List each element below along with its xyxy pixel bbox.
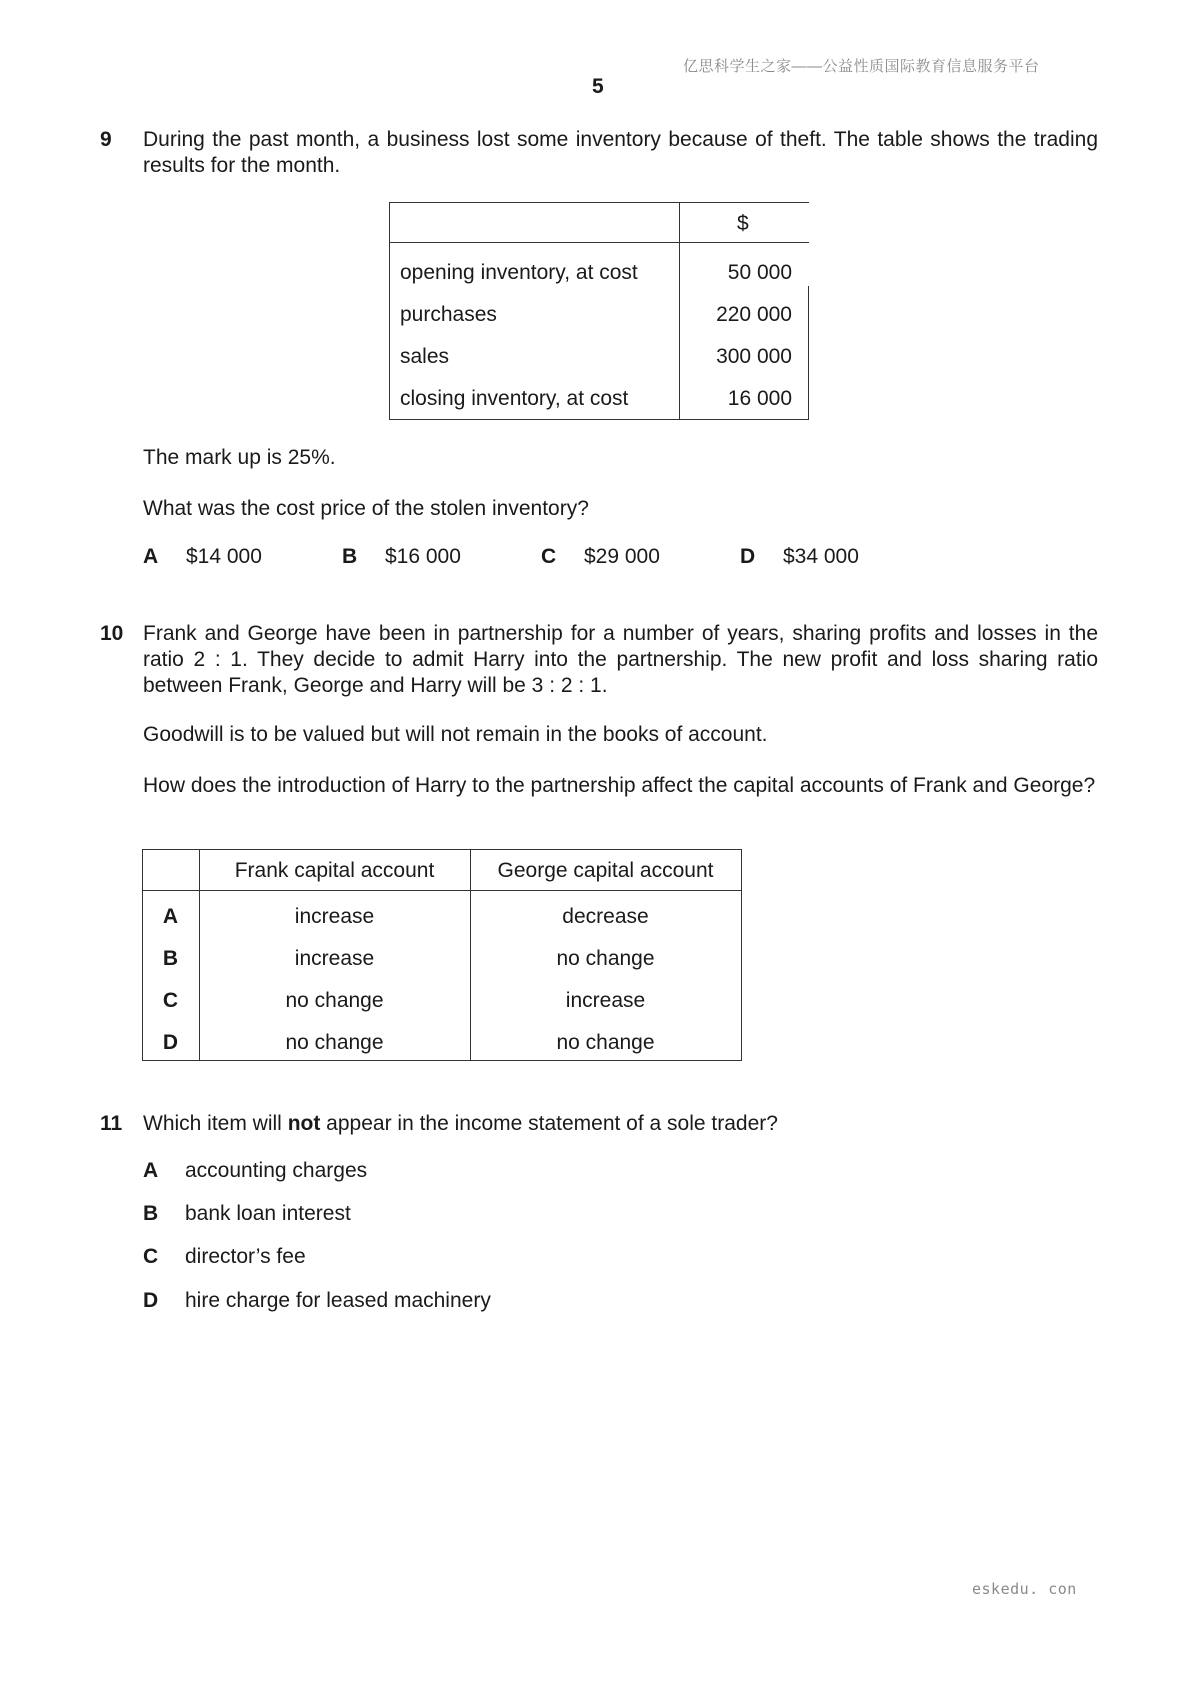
question-11-text-bold: not <box>287 1112 321 1135</box>
table-row-label: sales <box>400 345 450 368</box>
table-cell-frank: increase <box>294 905 375 928</box>
option-letter: B <box>342 545 358 568</box>
table-row-value: 300 000 <box>716 345 792 368</box>
table-row-label: closing inventory, at cost <box>400 387 629 410</box>
question-11-text-after: appear in the income statement of a sole trader? <box>320 1112 778 1135</box>
trading-results-table <box>389 202 809 420</box>
table-cell-frank: no change <box>285 1031 384 1054</box>
question-11-text <box>143 1112 778 1136</box>
table-cell-george: no change <box>556 1031 655 1054</box>
option-letter: C <box>143 1245 159 1268</box>
option-text: hire charge for leased machinery <box>185 1289 491 1312</box>
question-10-prompt: How does the introduction of Harry to the partnership affect the capital accounts of Frank and George? <box>143 774 1096 797</box>
option-b <box>143 1202 351 1226</box>
question-11-text-before: Which item will <box>143 1112 288 1135</box>
option-letter: A <box>143 1159 159 1182</box>
option-letter: D <box>143 1289 159 1312</box>
table-row-value: 220 000 <box>716 303 792 326</box>
table-cell-george: decrease <box>562 905 649 928</box>
option-text: $34 000 <box>783 545 859 568</box>
option-text: director’s fee <box>185 1245 306 1268</box>
footer-site: eskedu. con <box>972 1580 1077 1598</box>
table-cell-frank: increase <box>294 947 375 970</box>
table-cell-george: no change <box>556 947 655 970</box>
option-text: accounting charges <box>185 1159 368 1182</box>
table-row-letter: D <box>162 1031 179 1054</box>
table-header-frank: Frank capital account <box>234 859 435 882</box>
option-c <box>541 545 660 569</box>
question-9-text: During the past month, a business lost some inventory because of theft. The table shows the trading results for the month. <box>143 128 1098 177</box>
option-c <box>143 1245 306 1269</box>
table-row-letter: C <box>162 989 179 1012</box>
option-d <box>740 545 859 569</box>
option-letter: B <box>143 1202 159 1225</box>
question-11-number: 11 <box>100 1112 123 1135</box>
question-9-number: 9 <box>100 128 112 151</box>
table-row-letter: B <box>162 947 179 970</box>
table-row-label: purchases <box>400 303 497 326</box>
page-number: 5 <box>592 75 604 98</box>
goodwill-statement: Goodwill is to be valued but will not remain in the books of account. <box>143 723 768 746</box>
table-cell-george: increase <box>565 989 646 1012</box>
option-b <box>342 545 461 569</box>
option-text: bank loan interest <box>185 1202 351 1225</box>
table-column-header-dollar: $ <box>737 212 749 235</box>
option-letter: A <box>143 545 159 568</box>
option-d <box>143 1289 491 1313</box>
question-9-prompt: What was the cost price of the stolen inventory? <box>143 497 589 520</box>
option-a <box>143 545 262 569</box>
markup-statement: The mark up is 25%. <box>143 446 336 469</box>
table-header-george: George capital account <box>497 859 714 882</box>
table-cell-frank: no change <box>285 989 384 1012</box>
option-text: $29 000 <box>584 545 660 568</box>
option-letter: D <box>740 545 756 568</box>
table-row-value: 16 000 <box>727 387 792 410</box>
option-text: $14 000 <box>186 545 262 568</box>
table-row-value: 50 000 <box>727 261 792 284</box>
header-watermark: 亿思科学生之家——公益性质国际教育信息服务平台 <box>683 58 1040 75</box>
question-10-number: 10 <box>100 622 124 645</box>
option-a <box>143 1159 367 1183</box>
table-row-label: opening inventory, at cost <box>400 261 638 284</box>
table-row-letter: A <box>162 905 179 928</box>
capital-accounts-table <box>142 849 742 1061</box>
option-letter: C <box>541 545 557 568</box>
option-text: $16 000 <box>385 545 461 568</box>
question-10-text: Frank and George have been in partnership for a number of years, sharing profits and losses in the ratio 2 : 1. They decide to admit Harry into the partnership. The new profit and loss sharing ratio between Frank, George and Harry will be 3 : 2 : 1. <box>143 622 1098 697</box>
